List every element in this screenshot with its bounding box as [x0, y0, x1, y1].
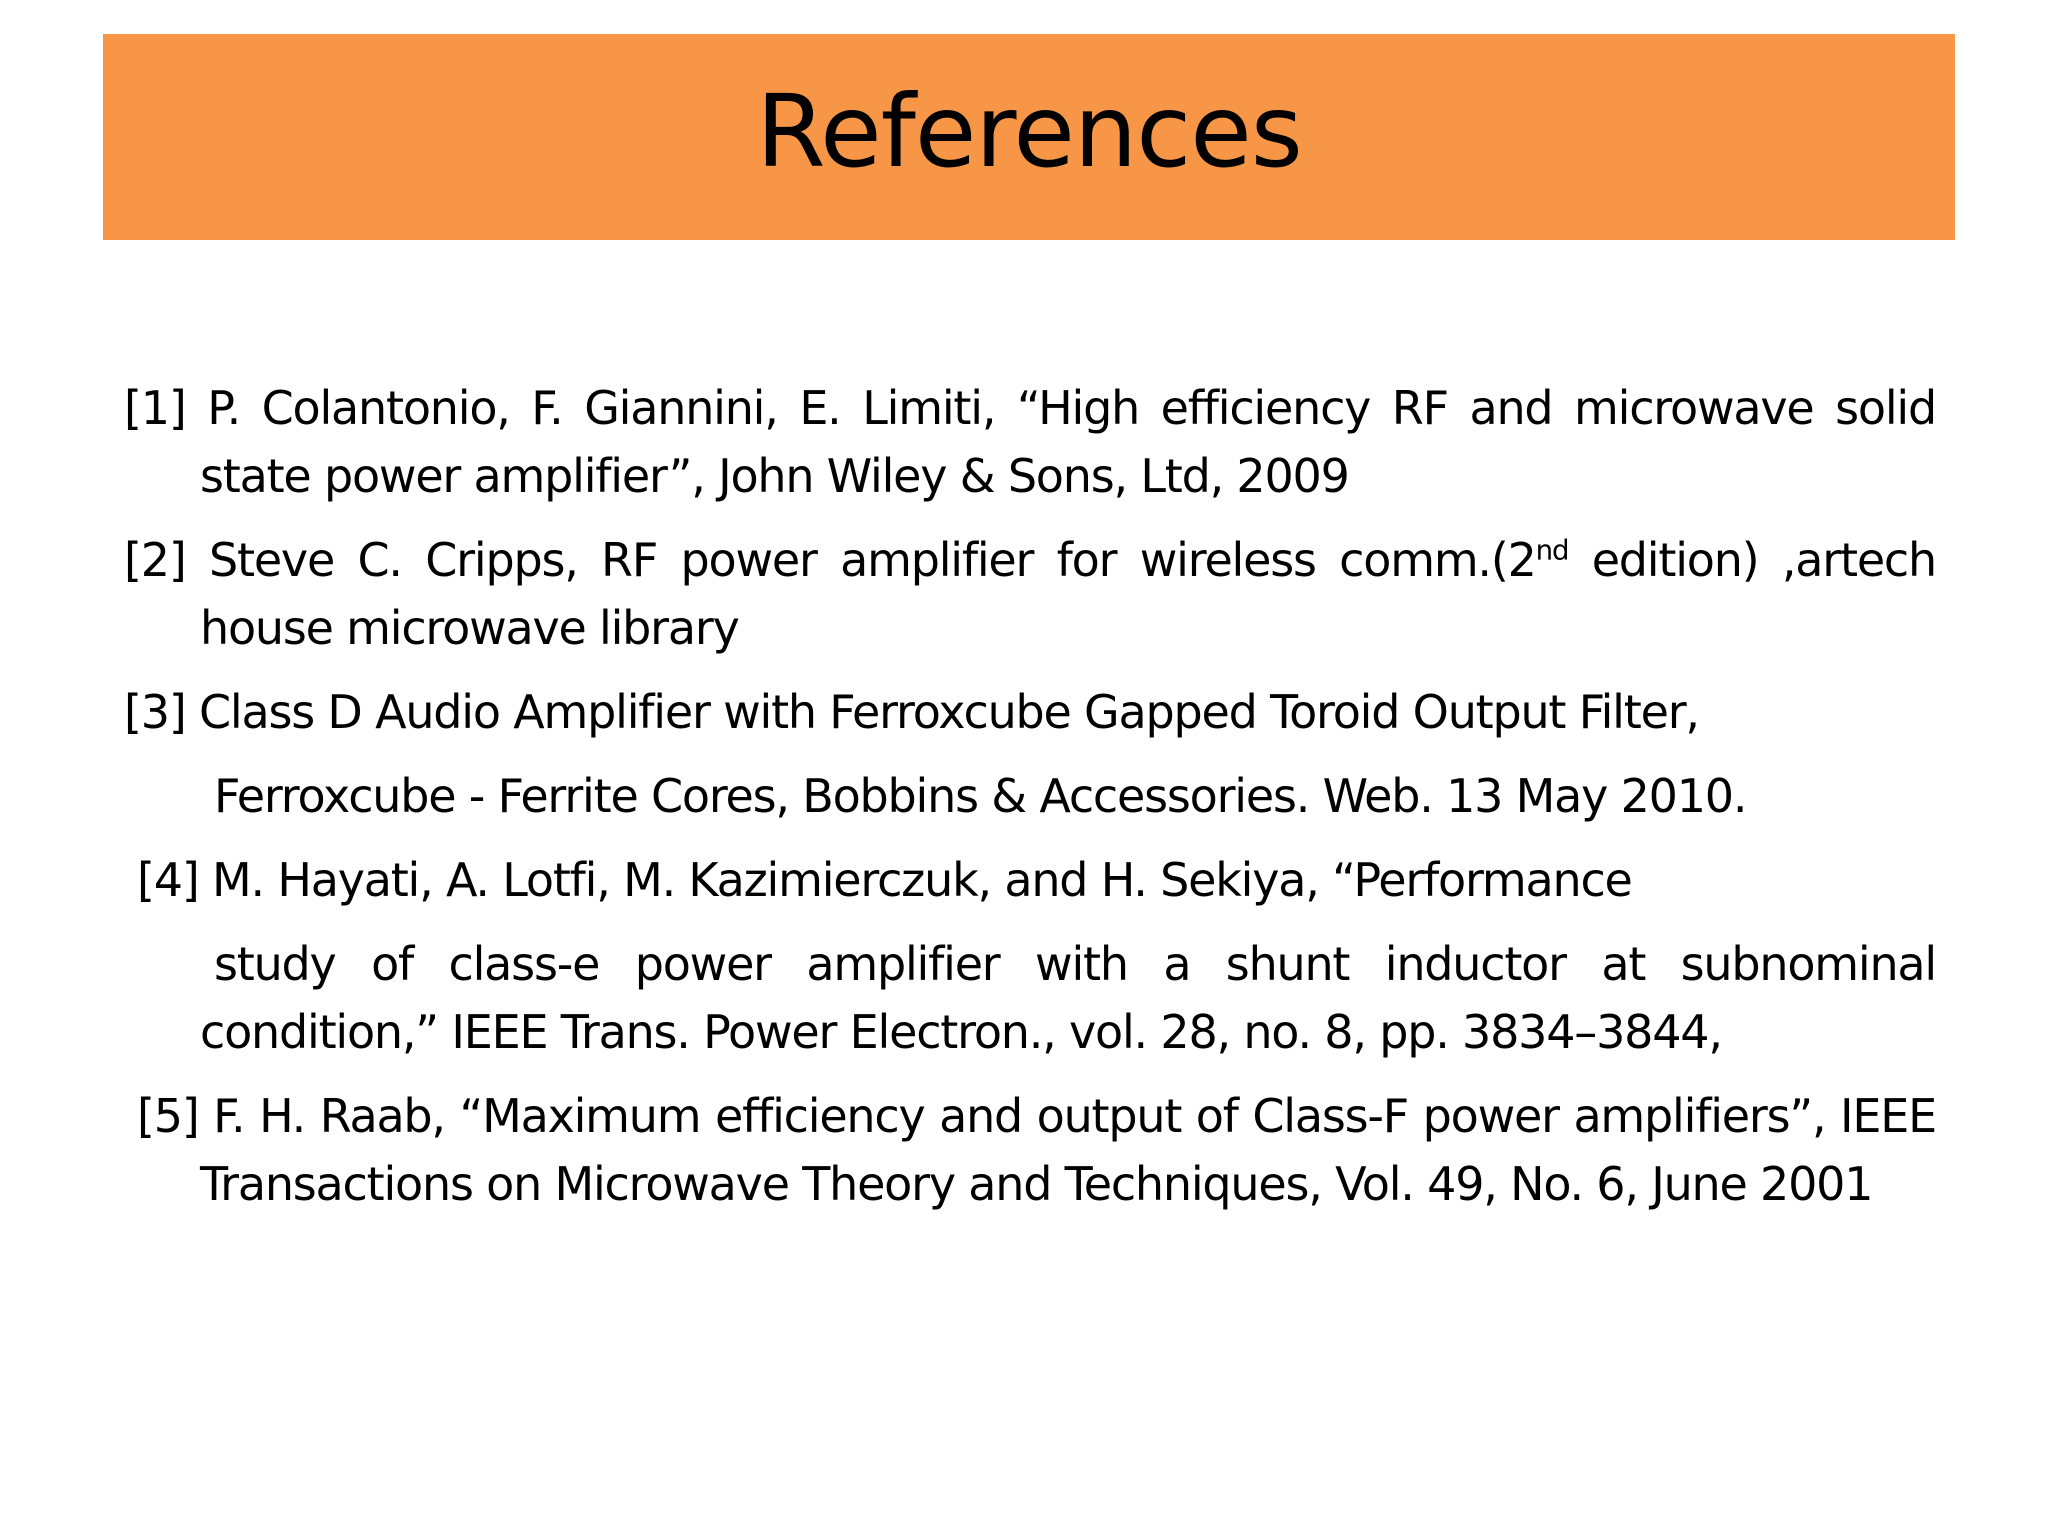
reference-2-text-end: edition) ,artech house microwave library [200, 533, 1936, 655]
reference-1: [1] P. Colantonio, F. Giannini, E. Limiti, “High efficiency RF and microwave solid state power amplifier”, John Wiley & Sons, Ltd, 2009 [124, 381, 1936, 503]
reference-2-superscript: nd [1535, 533, 1569, 567]
reference-3-line-2: Ferroxcube - Ferrite Cores, Bobbins & Accessories. Web. 13 May 2010. [214, 769, 1747, 823]
reference-2-text-start: [2] Steve C. Cripps, RF power amplifier for wireless comm.(2 [124, 533, 1536, 587]
reference-2 [124, 526, 1936, 662]
reference-4-line-2: study of class-e power amplifier with a shunt inductor at subnominal condition,” IEEE Trans. Power Electron., vol. 28, no. 8, pp. 3834–3844, [200, 937, 1936, 1059]
reference-5: [5] F. H. Raab, “Maximum efficiency and output of Class-F power amplifiers”, IEEE Transactions on Microwave Theory and Techniques, Vol. 49, No. 6, June 2001 [137, 1089, 1936, 1211]
reference-3-line-1: [3] Class D Audio Amplifier with Ferroxcube Gapped Toroid Output Filter, [124, 685, 1699, 739]
slide-title: References [756, 73, 1302, 190]
reference-4-line-1: [4] M. Hayati, A. Lotfi, M. Kazimierczuk, and H. Sekiya, “Performance [137, 853, 1632, 907]
title-bar [103, 34, 1955, 240]
references-list [124, 374, 1936, 1218]
